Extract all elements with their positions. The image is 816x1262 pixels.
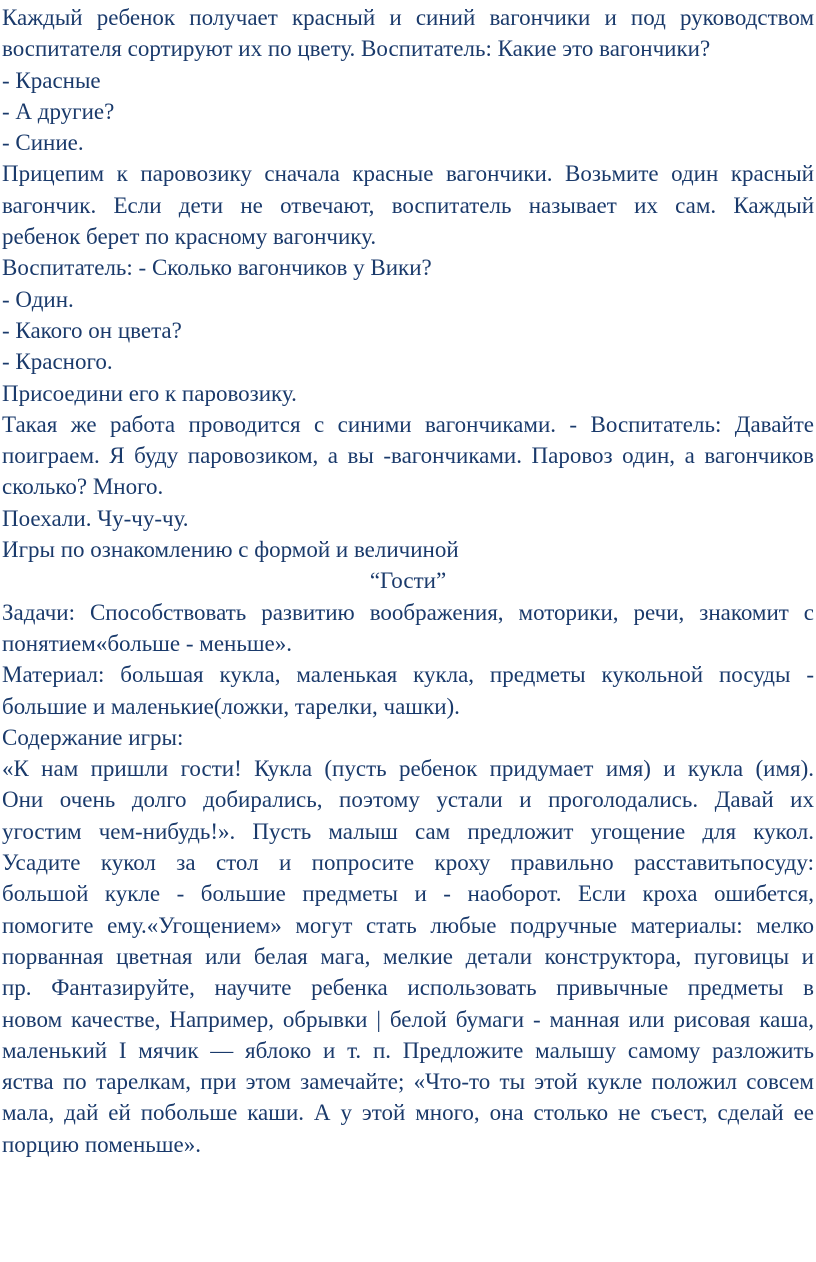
paragraph-line: «К нам пришли гости! Кукла (пусть ребенок придумает имя) и кукла (имя). xyxy=(2,756,814,782)
paragraph-line: Усадите кукол за стол и попросите кроху правильно расставитьпосуду: xyxy=(2,850,814,876)
dialogue-line: - Красные xyxy=(2,67,101,93)
paragraph-line: пр. Фантазируйте, научите ребенка использовать привычные предметы в xyxy=(2,975,814,1001)
dialogue-line: - Какого он цвета? xyxy=(2,317,182,343)
game-title: “Гости” xyxy=(369,568,447,594)
paragraph-line: новом качестве, Например, обрывки | белой бумаги - манная или рисовая каша, xyxy=(2,1006,814,1032)
paragraph-line: Прицепим к паровозику сначала красные вагончики. Возьмите один красный xyxy=(2,161,814,187)
paragraph-line: воспитателя сортируют их по цвету. Воспитатель: Какие это вагончики? xyxy=(2,36,711,62)
paragraph-line: порцию поменьше». xyxy=(2,1131,201,1157)
dialogue-line: Воспитатель: - Сколько вагончиков у Вики? xyxy=(2,255,432,281)
paragraph-line: угостим чем-нибудь!». Пусть малыш сам предложит угощение для кукол. xyxy=(2,818,814,844)
dialogue-line: - Синие. xyxy=(2,130,84,156)
paragraph-line: Они очень долго добирались, поэтому устали и проголодались. Давай их xyxy=(2,787,814,813)
section-heading: Игры по ознакомлению с формой и величиной xyxy=(2,537,459,563)
paragraph-line: порванная цветная или белая мага, мелкие детали конструктора, пуговицы и xyxy=(2,943,814,969)
paragraph-line: Содержание игры: xyxy=(2,724,184,750)
paragraph-line: мала, дай ей побольше каши. А у этой много, она столько не съест, сделай ее xyxy=(2,1100,814,1126)
dialogue-line: - А другие? xyxy=(2,98,115,124)
paragraph-line: поиграем. Я буду паровозиком, а вы -вагончиками. Паровоз один, а вагончиков xyxy=(2,443,814,469)
dialogue-line: - Красного. xyxy=(2,349,113,375)
paragraph-line: маленький I мячик — яблоко и т. п. Предложите малышу самому разложить xyxy=(2,1037,814,1063)
paragraph-line: Поехали. Чу-чу-чу. xyxy=(2,505,189,531)
paragraph-line: ребенок берет по красному вагончику. xyxy=(2,224,377,250)
paragraph-line: сколько? Много. xyxy=(2,474,164,500)
paragraph-line: Такая же работа проводится с синими вагончиками. - Воспитатель: Давайте xyxy=(2,411,814,437)
paragraph-line: Задачи: Способствовать развитию воображения, моторики, речи, знакомит с xyxy=(2,599,814,625)
paragraph-line: большие и маленькие(ложки, тарелки, чашки). xyxy=(2,693,460,719)
paragraph-line: Каждый ребенок получает красный и синий вагончики и под руководством xyxy=(2,5,814,30)
paragraph-line: Материал: большая кукла, маленькая кукла, предметы кукольной посуды - xyxy=(2,662,814,688)
dialogue-line: - Один. xyxy=(2,286,74,312)
paragraph-line: понятием«больше - меньше». xyxy=(2,630,292,656)
paragraph-line: яства по тарелкам, при этом замечайте; «Что-то ты этой кукле положил совсем xyxy=(2,1069,814,1095)
paragraph-line: большой кукле - большие предметы и - наоборот. Если кроха ошибется, xyxy=(2,881,814,907)
document-body xyxy=(2,0,814,1160)
paragraph-line: вагончик. Если дети не отвечают, воспитатель называет их сам. Каждый xyxy=(2,192,814,218)
paragraph-line: помогите ему.«Угощением» могут стать любые подручные материалы: мелко xyxy=(2,912,814,938)
paragraph-line: Присоедини его к паровозику. xyxy=(2,380,297,406)
